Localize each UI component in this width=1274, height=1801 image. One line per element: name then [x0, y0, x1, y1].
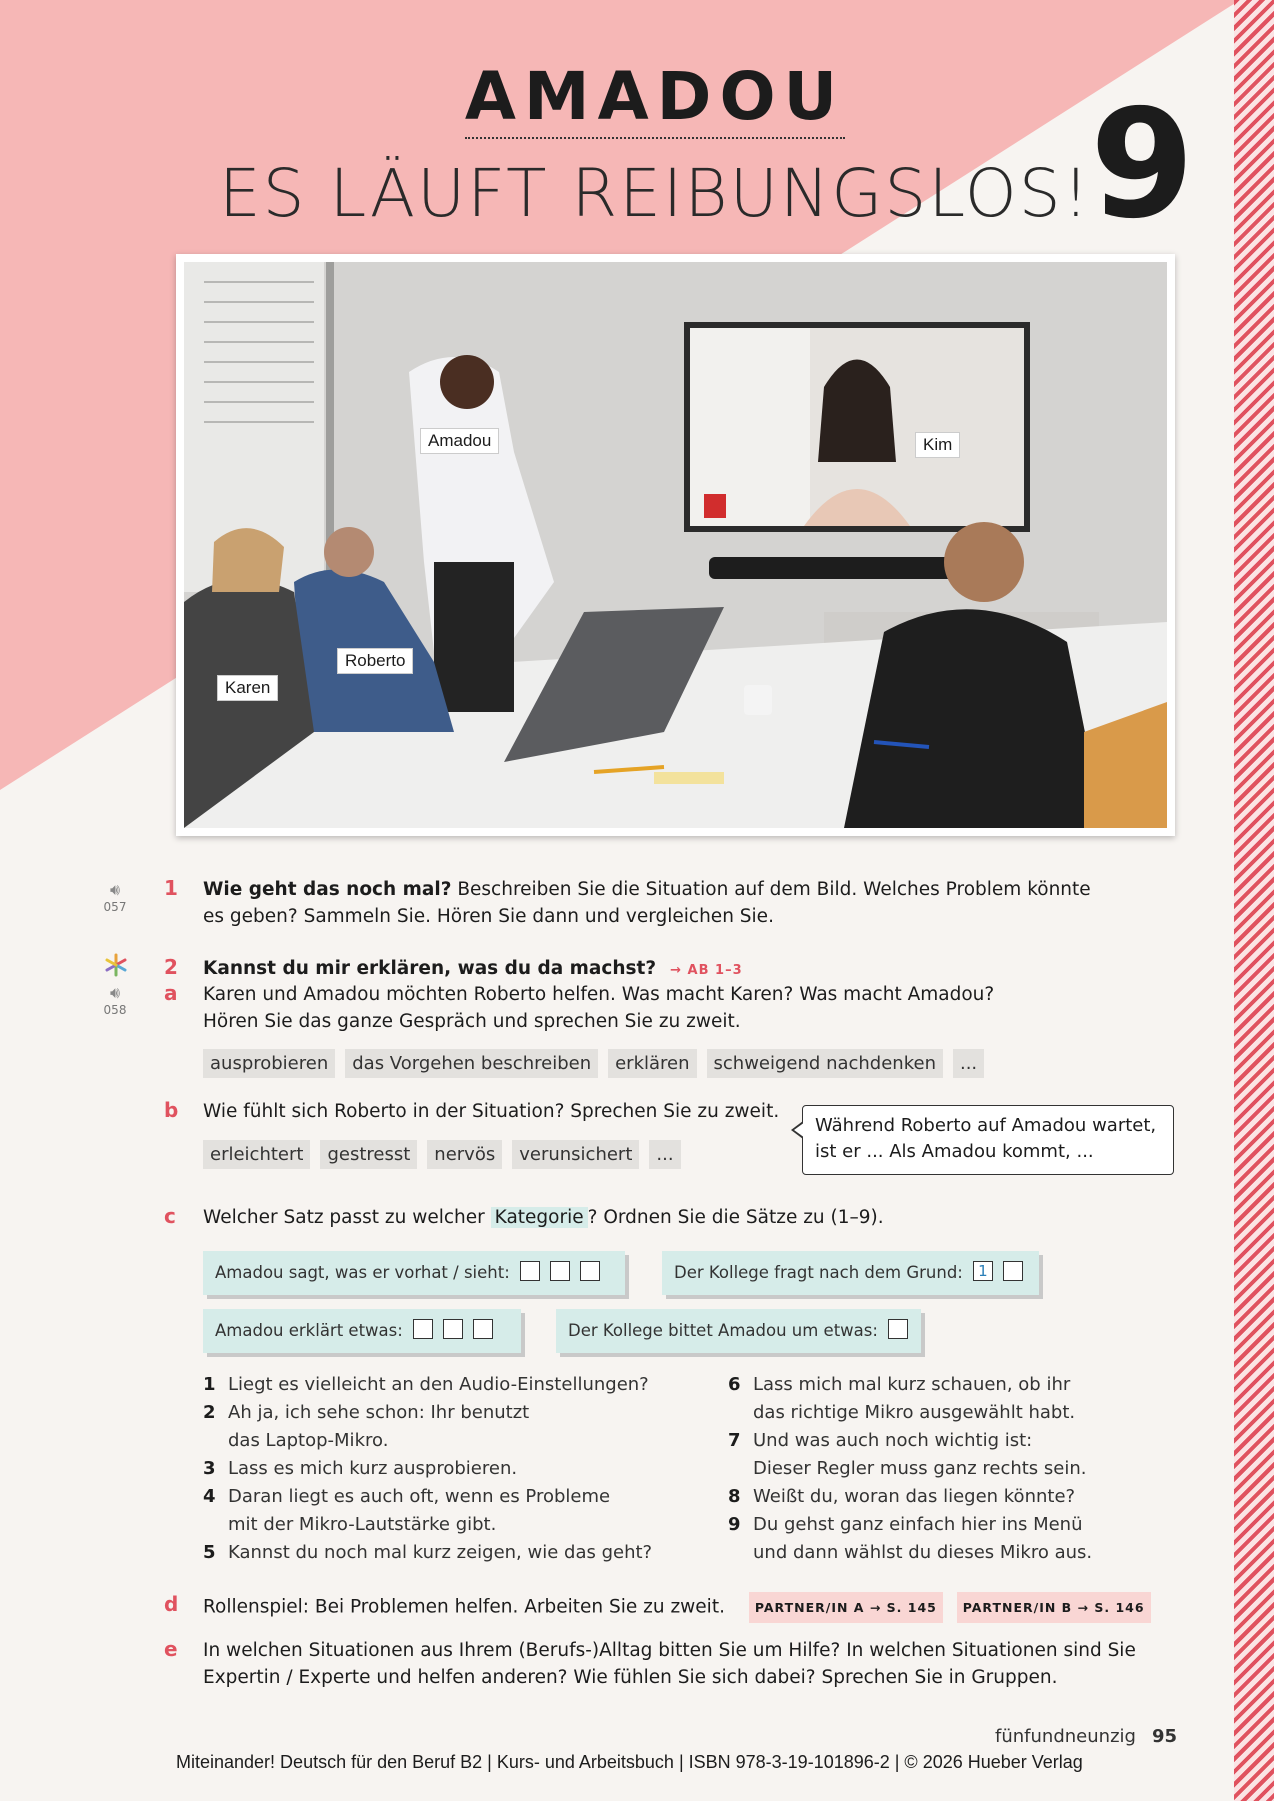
list-item: 5 Kannst du noch mal kurz zeigen, wie das geht? [203, 1542, 653, 1563]
answer-box[interactable] [888, 1319, 908, 1339]
exercise-2-title: Kannst du mir erklären, was du da machst? → AB 1–3 [203, 958, 743, 979]
exercise-letter-e: e [164, 1637, 178, 1661]
chapter-name: AMADOU [0, 58, 1274, 135]
speech-bubble: Während Roberto auf Amadou wartet, ist er ... Als Amadou kommt, ... [802, 1105, 1174, 1175]
audio-track-057[interactable]: 🔊︎ 057 [95, 880, 135, 914]
answer-box[interactable] [473, 1319, 493, 1339]
flower-icon [104, 953, 128, 977]
exercise-1-text: Wie geht das noch mal? Beschreiben Sie die Situation auf dem Bild. Welches Problem könnte es geben? Sammeln Sie. Hören Sie dann und vergleichen Sie. [203, 879, 1091, 927]
exercise-2c-text: Welcher Satz passt zu welcher Kategorie ? Ordnen Sie die Sätze zu (1–9). [203, 1207, 884, 1228]
ab-reference[interactable]: → AB 1–3 [670, 963, 743, 978]
answer-box[interactable] [580, 1261, 600, 1281]
exercise-number-1: 1 [164, 876, 178, 900]
page-number: fünfundneunzig 95 [995, 1726, 1177, 1747]
answer-box[interactable] [550, 1261, 570, 1281]
chip: gestresst [320, 1140, 417, 1169]
sentence-list-right [728, 1371, 1128, 1567]
speaker-icon: 🔊︎ [109, 880, 121, 899]
exercise-2e-text: In welchen Situationen aus Ihrem (Berufs-)Alltag bitten Sie um Hilfe? In welchen Situationen sind Sie Expertin / Experte und helfen anderen? Wie fühlen Sie sich dabei? Sprechen Sie in Gruppen. [203, 1640, 1136, 1688]
chip: ... [649, 1140, 680, 1169]
exercise-2d-text: Rollenspiel: Bei Problemen helfen. Arbeiten Sie zu zweit. PARTNER/IN A → S. 145 PARTNER/IN B → S. 146 [203, 1592, 1163, 1623]
chapter-number: 9 [1090, 78, 1195, 252]
photo-label-amadou: Amadou [420, 428, 499, 454]
photo-label-kim: Kim [915, 432, 960, 458]
list-item: 1 Liegt es vielleicht an den Audio-Einstellungen? [203, 1374, 649, 1395]
exercise-letter-c: c [164, 1204, 176, 1228]
edge-stripe [1234, 0, 1274, 1801]
list-item: 8 Weißt du, woran das liegen könnte? [728, 1486, 1076, 1507]
exercise-2b-text: Wie fühlt sich Roberto in der Situation? Sprechen Sie zu zweit. [203, 1101, 780, 1122]
category-box-erklaert: Amadou erklärt etwas: [203, 1309, 521, 1353]
partner-a-link[interactable]: PARTNER/IN A → S. 145 [749, 1592, 943, 1623]
chips-2b [203, 1140, 681, 1169]
chip: ... [953, 1049, 984, 1078]
exercise-2a-text: Karen und Amadou möchten Roberto helfen. Was macht Karen? Was macht Amadou? Hören Sie das ganze Gespräch und sprechen Sie zu zweit. [203, 984, 995, 1032]
answer-box[interactable] [520, 1261, 540, 1281]
category-box-bittet: Der Kollege bittet Amadou um etwas: [556, 1309, 921, 1353]
category-box-grund: Der Kollege fragt nach dem Grund: 1 [662, 1251, 1039, 1295]
book-credit: Miteinander! Deutsch für den Beruf B2 | Kurs- und Arbeitsbuch | ISBN 978-3-19-101896-2 | © 2026 Hueber Verlag [176, 1752, 1083, 1772]
highlight-kategorie: Kategorie [491, 1207, 588, 1228]
answer-box[interactable]: 1 [973, 1261, 993, 1281]
answer-box[interactable] [1003, 1261, 1023, 1281]
sentence-list-left [203, 1371, 703, 1567]
chip: ausprobieren [203, 1049, 335, 1078]
exercise-letter-b: b [164, 1098, 179, 1122]
speaker-icon: 🔊︎ [109, 983, 121, 1002]
chip: das Vorgehen beschreiben [345, 1049, 598, 1078]
category-box-vorhat: Amadou sagt, was er vorhat / sieht: [203, 1251, 625, 1295]
answer-box[interactable] [413, 1319, 433, 1339]
photo-frame [176, 254, 1175, 836]
list-item: 7 Und was auch noch wichtig ist: Dieser Regler muss ganz rechts sein. [728, 1430, 1087, 1479]
audio-track-058[interactable]: 🔊︎ 058 [95, 983, 135, 1017]
answer-box[interactable] [443, 1319, 463, 1339]
list-item: 3 Lass es mich kurz ausprobieren. [203, 1458, 518, 1479]
exercise-letter-d: d [164, 1592, 179, 1616]
chips-2a [203, 1049, 984, 1078]
list-item: 6 Lass mich mal kurz schauen, ob ihr das richtige Mikro ausgewählt habt. [728, 1374, 1076, 1423]
chip: verunsichert [512, 1140, 639, 1169]
chip: nervös [427, 1140, 502, 1169]
chip: erleichtert [203, 1140, 310, 1169]
list-item: 4 Daran liegt es auch oft, wenn es Probleme mit der Mikro-Lautstärke gibt. [203, 1486, 611, 1535]
exercise-number-2: 2 [164, 955, 178, 979]
photo-label-roberto: Roberto [337, 648, 413, 674]
list-item: 9 Du gehst ganz einfach hier ins Menü und dann wählst du dieses Mikro aus. [728, 1514, 1093, 1563]
photo-label-karen: Karen [217, 675, 278, 701]
partner-b-link[interactable]: PARTNER/IN B → S. 146 [957, 1592, 1151, 1623]
meeting-photo [184, 262, 1167, 828]
list-item: 2 Ah ja, ich sehe schon: Ihr benutzt das Laptop-Mikro. [203, 1402, 530, 1451]
chapter-title: ES LÄUFT REIBUNGSLOS! [218, 155, 1092, 232]
chip: erklären [608, 1049, 696, 1078]
exercise-letter-a: a [164, 981, 178, 1005]
chip: schweigend nachdenken [707, 1049, 943, 1078]
